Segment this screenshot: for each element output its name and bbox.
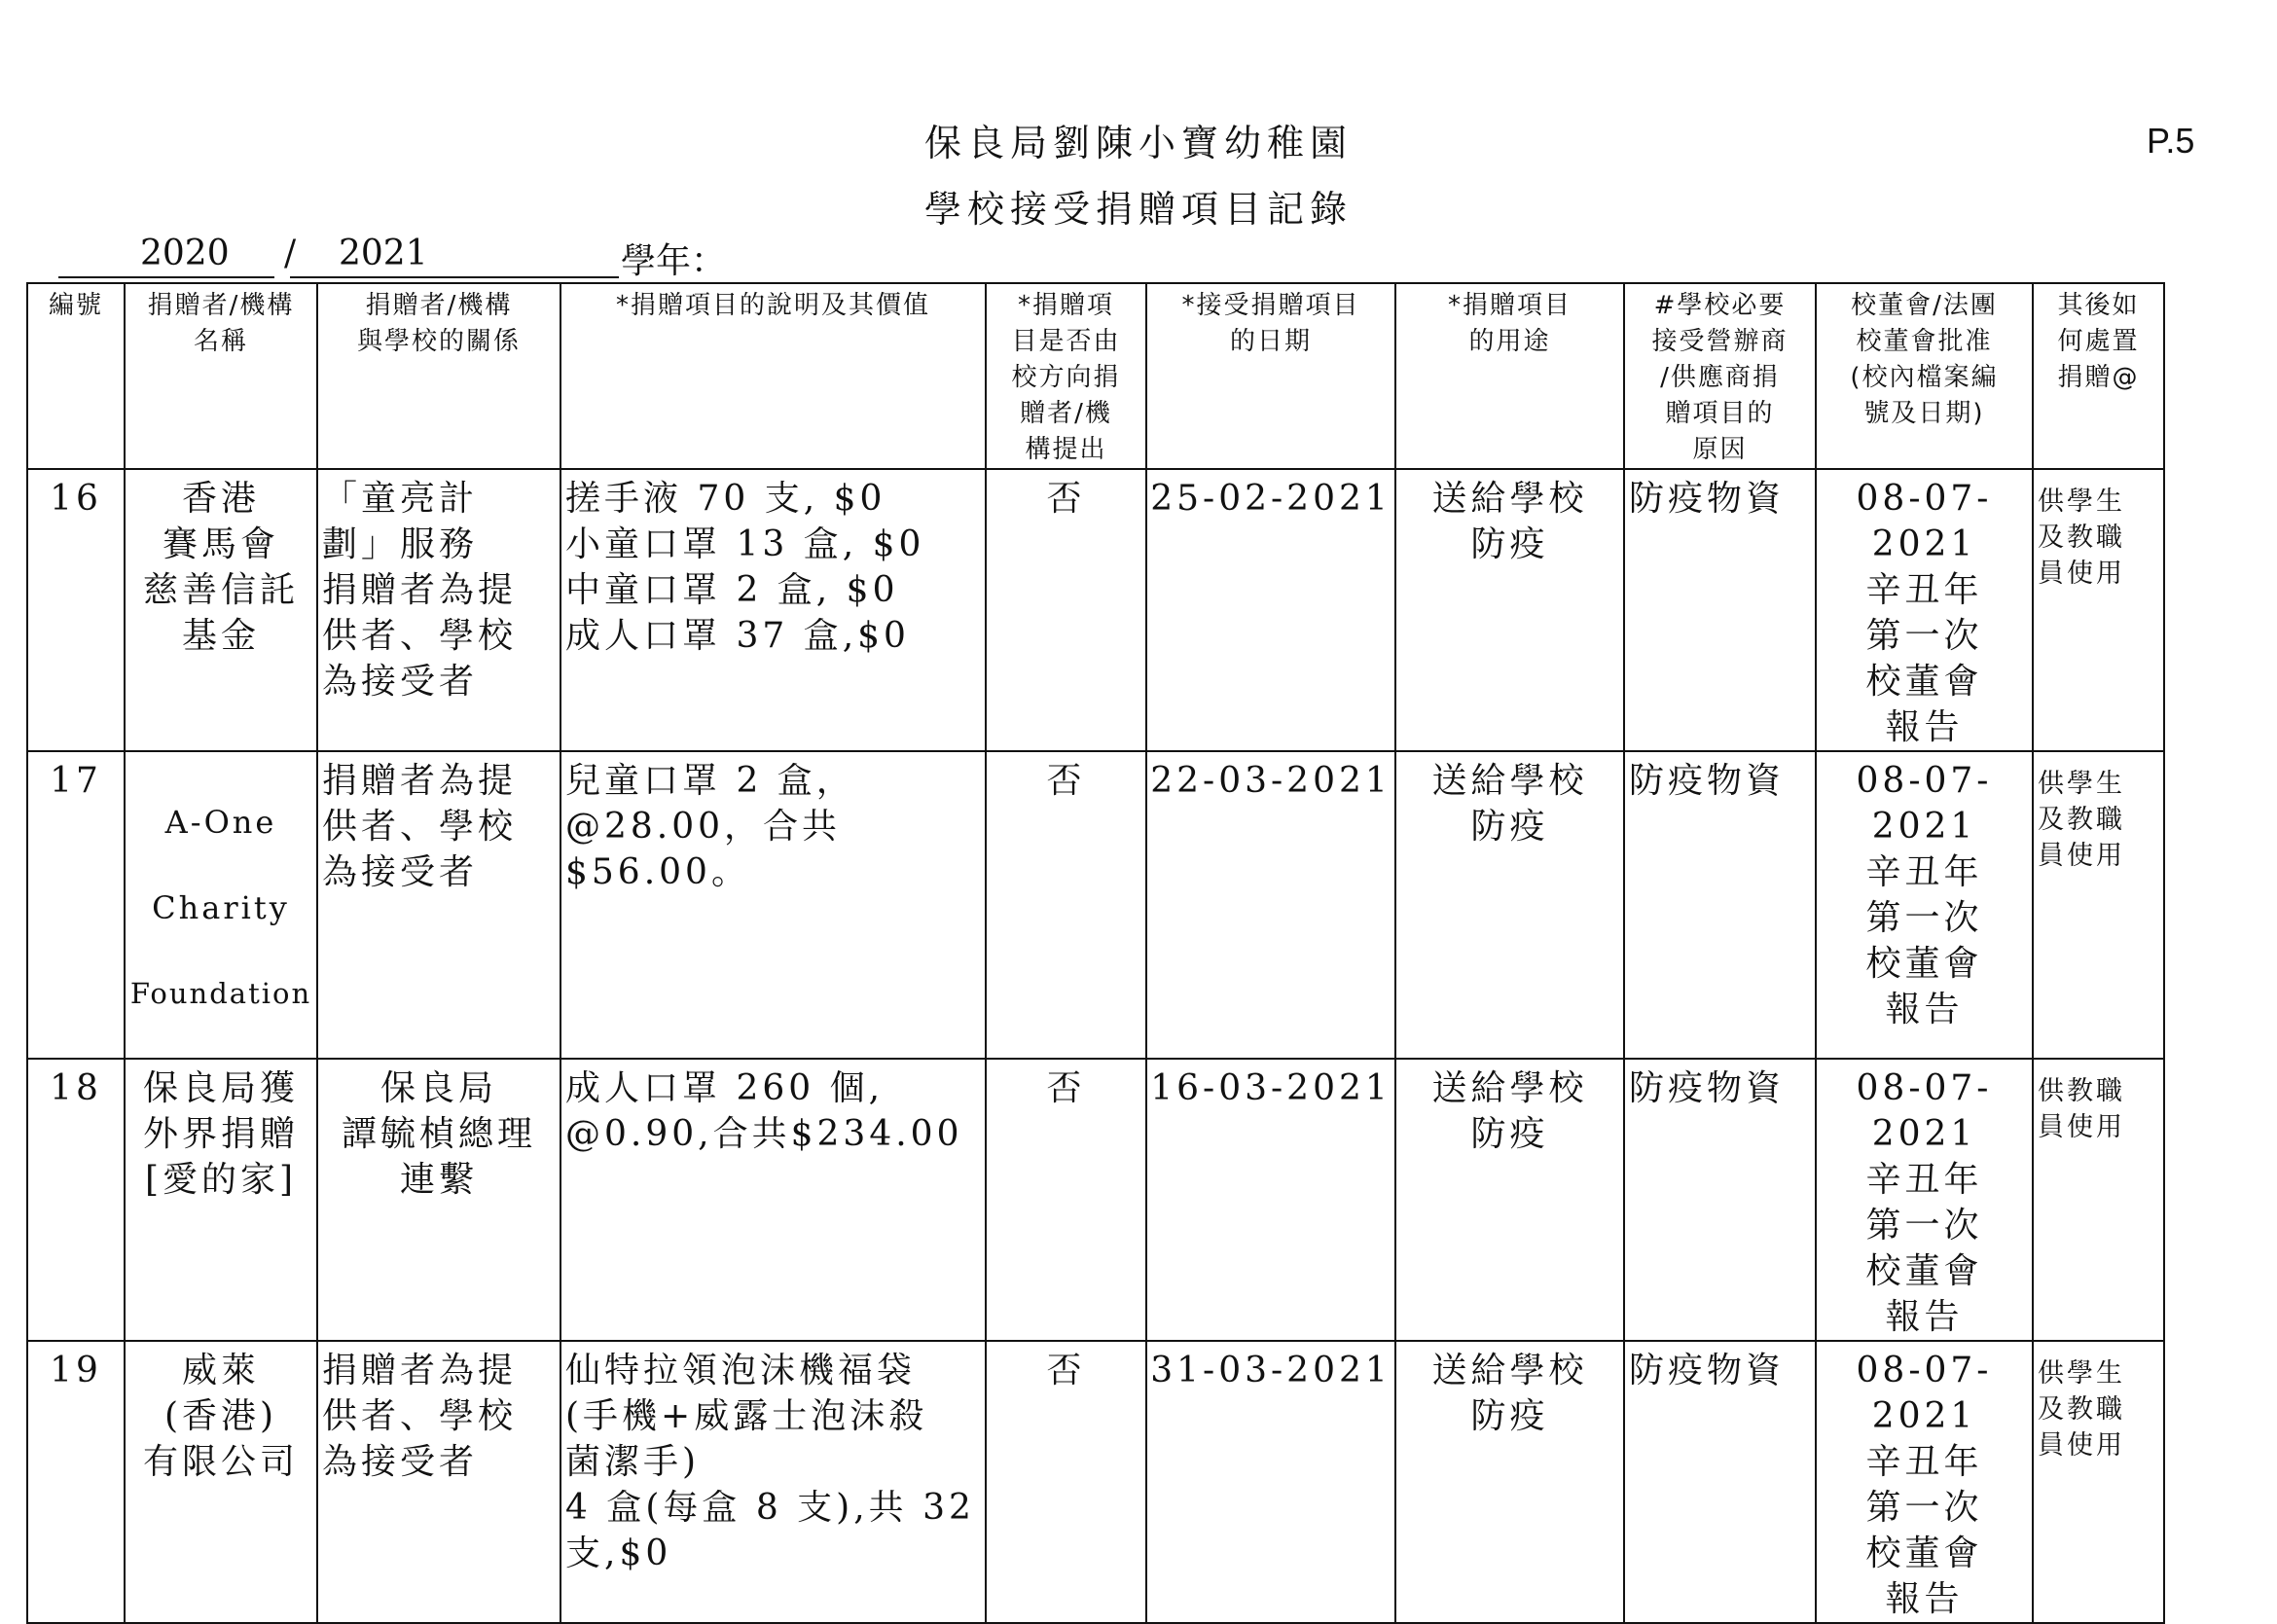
col-header-no: 編號 <box>27 283 125 469</box>
cell-description: 仙特拉領泡沫機福袋 (手機+威露士泡沫殺 菌潔手) 4 盒(每盒 8 支),共 32 支,$0 <box>560 1341 986 1623</box>
col-header-purpose: *捐贈項目 的用途 <box>1395 283 1624 469</box>
cell-description: 搓手液 70 支, $0 小童口罩 13 盒, $0 中童口罩 2 盒, $0 成人口罩 37 盒,$0 <box>560 469 986 751</box>
cell-purpose: 送給學校 防疫 <box>1395 1059 1624 1341</box>
cell-initiated: 否 <box>986 469 1146 751</box>
year-from-underline <box>58 276 274 278</box>
donor-name-line: Charity <box>152 889 290 926</box>
cell-relation: 保良局 譚毓楨總理 連繫 <box>317 1059 560 1341</box>
cell-no: 16 <box>27 469 125 751</box>
col-header-approval: 校董會/法團 校董會批准 (校內檔案編 號及日期) <box>1816 283 2033 469</box>
table-row <box>27 751 2164 1059</box>
cell-disposal: 供學生 及教職 員使用 <box>2033 469 2164 751</box>
cell-disposal: 供學生 及教職 員使用 <box>2033 1341 2164 1623</box>
col-header-initiated: *捐贈項 目是否由 校方向捐 贈者/機 構提出 <box>986 283 1146 469</box>
cell-initiated: 否 <box>986 751 1146 1059</box>
cell-relation: 「童亮計 劃」服務 捐贈者為提 供者、學校 為接受者 <box>317 469 560 751</box>
year-from: 2020 <box>140 234 230 273</box>
page-number: P.5 <box>2147 121 2195 161</box>
year-separator: / <box>284 234 297 273</box>
document-title: 保良局劉陳小寶幼稚園 <box>923 122 1353 164</box>
cell-approval: 08-07-2021 辛丑年 第一次 校董會 報告 <box>1816 1341 2033 1623</box>
cell-date: 16-03-2021 <box>1146 1059 1395 1341</box>
cell-no: 19 <box>27 1341 125 1623</box>
cell-no: 17 <box>27 751 125 1059</box>
col-header-disposal: 其後如 何處置 捐贈@ <box>2033 283 2164 469</box>
cell-reason: 防疫物資 <box>1624 1059 1816 1341</box>
cell-description: 兒童口罩 2 盒， @28.00，合共 $56.00。 <box>560 751 986 1059</box>
donor-name-line: Foundation <box>129 977 312 1010</box>
cell-purpose: 送給學校 防疫 <box>1395 1341 1624 1623</box>
cell-date: 25-02-2021 <box>1146 469 1395 751</box>
cell-donor <box>125 751 317 1059</box>
year-to-underline <box>290 276 619 278</box>
cell-date: 22-03-2021 <box>1146 751 1395 1059</box>
cell-description: 成人口罩 260 個, @0.90,合共$234.00 <box>560 1059 986 1341</box>
cell-purpose: 送給學校 防疫 <box>1395 751 1624 1059</box>
cell-initiated: 否 <box>986 1059 1146 1341</box>
cell-donor: 威萊 (香港) 有限公司 <box>125 1341 317 1623</box>
col-header-relation: 捐贈者/機構 與學校的關係 <box>317 283 560 469</box>
cell-initiated: 否 <box>986 1341 1146 1623</box>
col-header-reason: #學校必要 接受營辦商 /供應商捐 贈項目的 原因 <box>1624 283 1816 469</box>
col-header-description: *捐贈項目的說明及其價值 <box>560 283 986 469</box>
cell-relation: 捐贈者為提 供者、學校 為接受者 <box>317 751 560 1059</box>
table-row <box>27 469 2164 751</box>
cell-donor: 香港 賽馬會 慈善信託 基金 <box>125 469 317 751</box>
cell-reason: 防疫物資 <box>1624 751 1816 1059</box>
cell-approval: 08-07-2021 辛丑年 第一次 校董會 報告 <box>1816 469 2033 751</box>
donation-record-table <box>26 282 2165 1624</box>
cell-disposal: 供教職 員使用 <box>2033 1059 2164 1341</box>
year-label: 學年： <box>621 241 727 281</box>
cell-approval: 08-07-2021 辛丑年 第一次 校董會 報告 <box>1816 1059 2033 1341</box>
cell-purpose: 送給學校 防疫 <box>1395 469 1624 751</box>
cell-donor: 保良局獲 外界捐贈 [愛的家] <box>125 1059 317 1341</box>
cell-no: 18 <box>27 1059 125 1341</box>
year-to: 2021 <box>339 234 428 273</box>
table-row <box>27 1059 2164 1341</box>
cell-approval: 08-07-2021 辛丑年 第一次 校董會 報告 <box>1816 751 2033 1059</box>
col-header-date: *接受捐贈項目 的日期 <box>1146 283 1395 469</box>
cell-disposal: 供學生 及教職 員使用 <box>2033 751 2164 1059</box>
cell-relation: 捐贈者為提 供者、學校 為接受者 <box>317 1341 560 1623</box>
cell-reason: 防疫物資 <box>1624 469 1816 751</box>
document-subtitle: 學校接受捐贈項目記錄 <box>923 188 1353 231</box>
table-header-row <box>27 283 2164 469</box>
table-row <box>27 1341 2164 1623</box>
donor-name-line: A-One <box>164 804 277 841</box>
cell-reason: 防疫物資 <box>1624 1341 1816 1623</box>
col-header-donor: 捐贈者/機構 名稱 <box>125 283 317 469</box>
cell-date: 31-03-2021 <box>1146 1341 1395 1623</box>
